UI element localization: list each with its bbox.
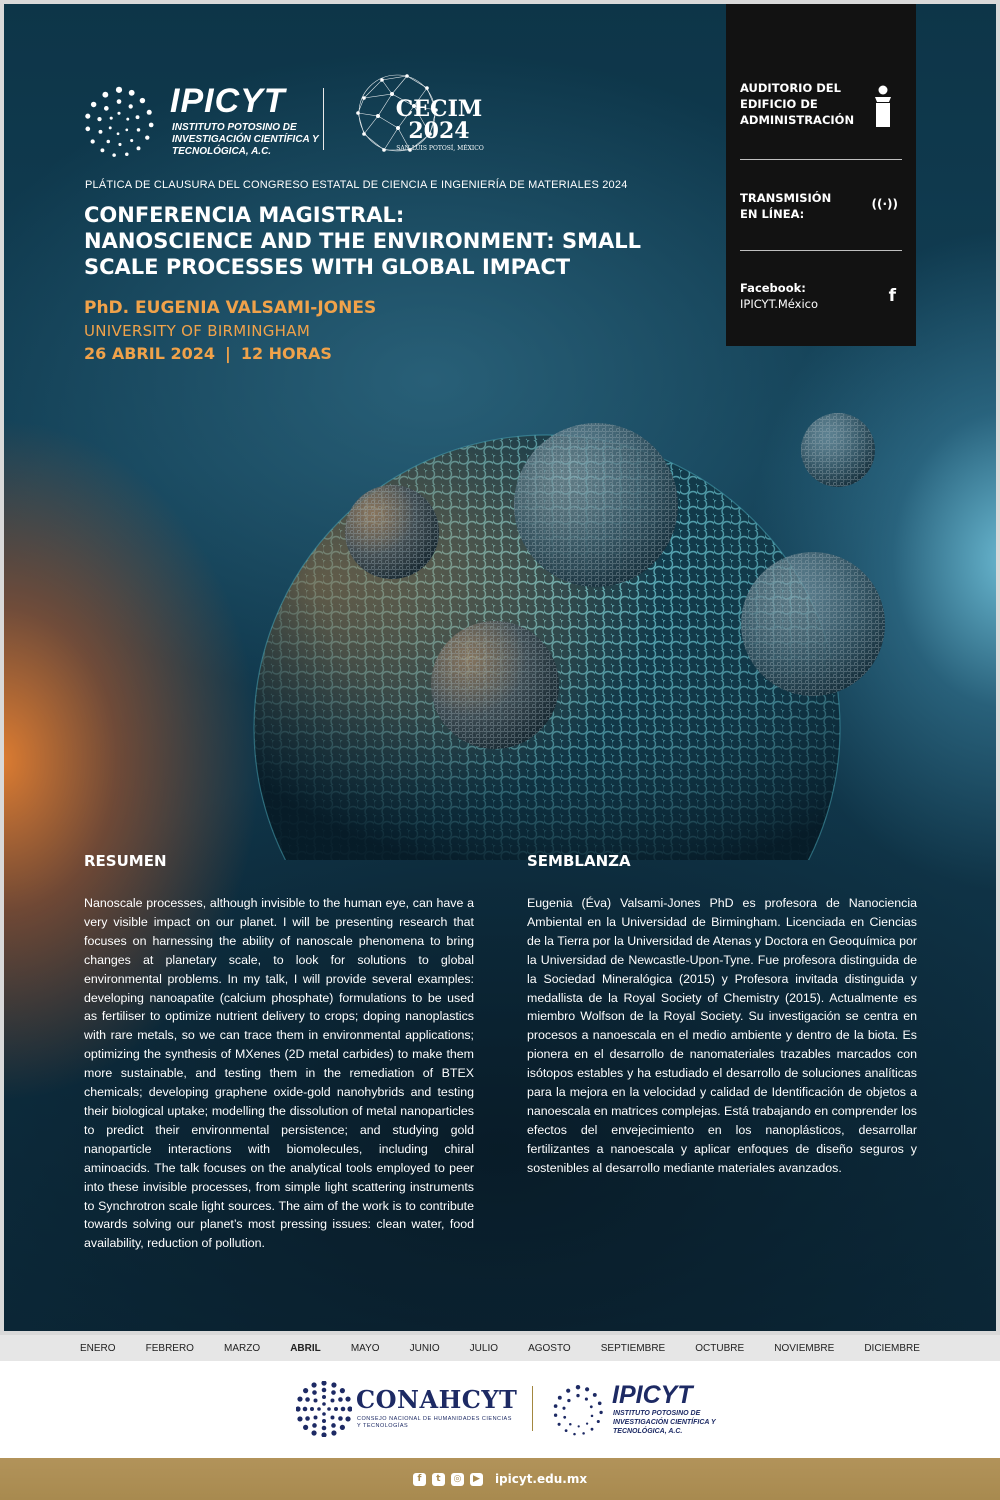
instagram-icon[interactable]: ◎ bbox=[451, 1473, 464, 1486]
logo-divider bbox=[323, 88, 324, 150]
conahcyt-name: CONAHCYT bbox=[356, 1385, 518, 1414]
month-enero[interactable]: ENERO bbox=[80, 1342, 116, 1354]
nano-spheres-illustration bbox=[0, 380, 1000, 860]
title-line-3: SCALE PROCESSES WITH GLOBAL IMPACT bbox=[84, 255, 571, 279]
month-julio[interactable]: JULIO bbox=[469, 1342, 499, 1354]
date-separator: | bbox=[224, 344, 231, 363]
footer-divider bbox=[532, 1386, 533, 1431]
twitter-icon[interactable]: t bbox=[432, 1473, 445, 1486]
facebook-page[interactable]: IPICYT.México bbox=[740, 297, 819, 311]
event-date: 26 ABRIL 2024 bbox=[84, 344, 215, 363]
event-info-box bbox=[726, 0, 916, 346]
facebook-icon[interactable]: f bbox=[888, 286, 896, 306]
small-sphere-center bbox=[431, 621, 559, 749]
semblanza-text: Eugenia (Éva) Valsami-Jones PhD es profesora de Nanociencia Ambiental en la Universidad de Birmingham. Licenciada en Ciencias de la Tierra por la Universidad de Atenas y Doctora en Geoquímica por la Universidad de Newcastle-Upon-Tyne. Fue profesora distinguida de la Sociedad Mineralógica (2015) y Profesora invitada distinguida y medallista de la Royal Society of Chemistry (2015). Actualmente es miembro Wolfson de la Royal Society. Su investigación se centra en procesos a nanoescala en el medio ambiente y dentro de la biota. Es pionera en el desarrollo de nanomateriales trazables marcados con isótopos estables y ha estudiado el desarrollo de soluciones analíticas para la mejora en la velocidad y calidad de Identificación de objetos a nanoescala en matrices complejas. Está trabajando en comprender los efectos del envejecimiento en los nanoplásticos, desarrollar fertilizantes a nanoescala y aplicar enfoques de diseño seguros y sostenibles al desarrollo mediante materiales avanzados. bbox=[527, 896, 917, 1175]
header-logos bbox=[80, 68, 510, 158]
month-septiembre[interactable]: SEPTIEMBRE bbox=[600, 1342, 666, 1354]
month-marzo[interactable]: MARZO bbox=[224, 1342, 261, 1354]
venue-label: AUDITORIO DEL EDIFICIO DE ADMINISTRACIÓN bbox=[740, 81, 855, 127]
month-agosto[interactable]: AGOSTO bbox=[528, 1342, 571, 1354]
info-divider bbox=[740, 250, 902, 251]
month-noviembre[interactable]: NOVIEMBRE bbox=[774, 1342, 835, 1354]
cecim-logo-place: SAN LUIS POTOSÍ, MÉXICO bbox=[396, 145, 484, 152]
month-mayo[interactable]: MAYO bbox=[350, 1342, 380, 1354]
facebook-icon[interactable]: f bbox=[413, 1473, 426, 1486]
month-junio[interactable]: JUNIO bbox=[409, 1342, 440, 1354]
event-pretitle: PLÁTICA DE CLAUSURA DEL CONGRESO ESTATAL DE CIENCIA E INGENIERÍA DE MATERIALES 2024 bbox=[85, 179, 628, 191]
small-sphere-right bbox=[741, 552, 885, 696]
ipicyt-footer-name: IPICYT bbox=[612, 1381, 693, 1409]
social-footer-bar bbox=[0, 1458, 1000, 1500]
cecim-logo-name: CECIM bbox=[395, 96, 483, 122]
ipicyt-logo-subtitle: INSTITUTO POTOSINO DE INVESTIGACIÓN CIENTÍFICA Y TECNOLÓGICA, A.C. bbox=[172, 122, 319, 157]
facebook-item[interactable] bbox=[740, 280, 902, 312]
resumen-text: Nanoscale processes, although invisible to the human eye, can have a very visible impact on our planet. I will be presenting research that focuses on harnessing the ability of nanoscale phenomena to bring changes at planetary scale, to look for solutions to global environmental problems. In my talk, I will provide several examples: developing nanoapatite (calcium phosphate) formulations to be used as fertiliser to optimize nutrient delivery to crops; doping nanoplastics with rare metals, so we can trace them in environmental applications; optimizing the synthesis of MXenes (2D metal carbides) to make them more sustainable, and testing them in the remediation of BTEX chemicals; developing graphene oxide-gold nanohybrids and testing their biological uptake; modelling the dissolution of metal nanoparticles to predict their environmental persistence; and studying gold nanoparticle interactions with biomolecules, including chiral aminoacids. The talk focuses on the analytical tools employed to peer into these invisible processes, from simple light scattering instruments to Synchrotron scale light sources. The aim of the work is to contribute towards solving our planet’s most pressing issues: clean water, food availability, reduction of pollution. bbox=[84, 896, 474, 1251]
small-sphere-left bbox=[345, 485, 439, 579]
title-line-2: NANOSCIENCE AND THE ENVIRONMENT: SMALL bbox=[84, 229, 642, 253]
event-title bbox=[84, 202, 704, 280]
month-diciembre[interactable]: DICIEMBRE bbox=[864, 1342, 920, 1354]
speaker-podium-icon bbox=[872, 85, 894, 127]
youtube-icon[interactable]: ▶ bbox=[470, 1473, 483, 1486]
facebook-label: Facebook: bbox=[740, 281, 806, 295]
stream-label: TRANSMISIÓN EN LÍNEA: bbox=[740, 191, 832, 221]
conahcyt-logo-icon bbox=[296, 1381, 352, 1437]
conahcyt-subtitle: CONSEJO NACIONAL DE HUMANIDADES CIENCIAS Y TECNOLOGÍAS bbox=[357, 1416, 512, 1429]
months-bar bbox=[0, 1335, 1000, 1361]
month-abril[interactable]: ABRIL bbox=[290, 1342, 321, 1354]
month-octubre[interactable]: OCTUBRE bbox=[695, 1342, 745, 1354]
speaker-affiliation: UNIVERSITY OF BIRMINGHAM bbox=[84, 322, 311, 340]
ipicyt-logo-name: IPICYT bbox=[170, 82, 286, 120]
cecim-logo-year: 2024 bbox=[408, 118, 470, 144]
event-time: 12 HORAS bbox=[240, 344, 332, 363]
month-febrero[interactable]: FEBRERO bbox=[145, 1342, 194, 1354]
resumen-heading: RESUMEN bbox=[84, 852, 167, 870]
ipicyt-footer-subtitle: INSTITUTO POTOSINO DE INVESTIGACIÓN CIENTÍFICA Y TECNOLÓGICA, A.C. bbox=[613, 1410, 716, 1435]
broadcast-icon: ((·)) bbox=[871, 197, 898, 211]
info-divider bbox=[740, 159, 902, 160]
semblanza-heading: SEMBLANZA bbox=[527, 852, 631, 870]
title-line-1: CONFERENCIA MAGISTRAL: bbox=[84, 203, 405, 227]
small-sphere-far-right bbox=[801, 413, 875, 487]
small-sphere-top bbox=[514, 423, 678, 587]
footer-logos bbox=[0, 1361, 1000, 1458]
website-link[interactable]: ipicyt.edu.mx bbox=[494, 1472, 588, 1486]
ipicyt-footer-logo-icon bbox=[550, 1383, 606, 1439]
speaker-name: PhD. EUGENIA VALSAMI-JONES bbox=[84, 298, 377, 318]
event-datetime bbox=[84, 344, 332, 363]
ipicyt-logo-icon bbox=[80, 84, 158, 162]
